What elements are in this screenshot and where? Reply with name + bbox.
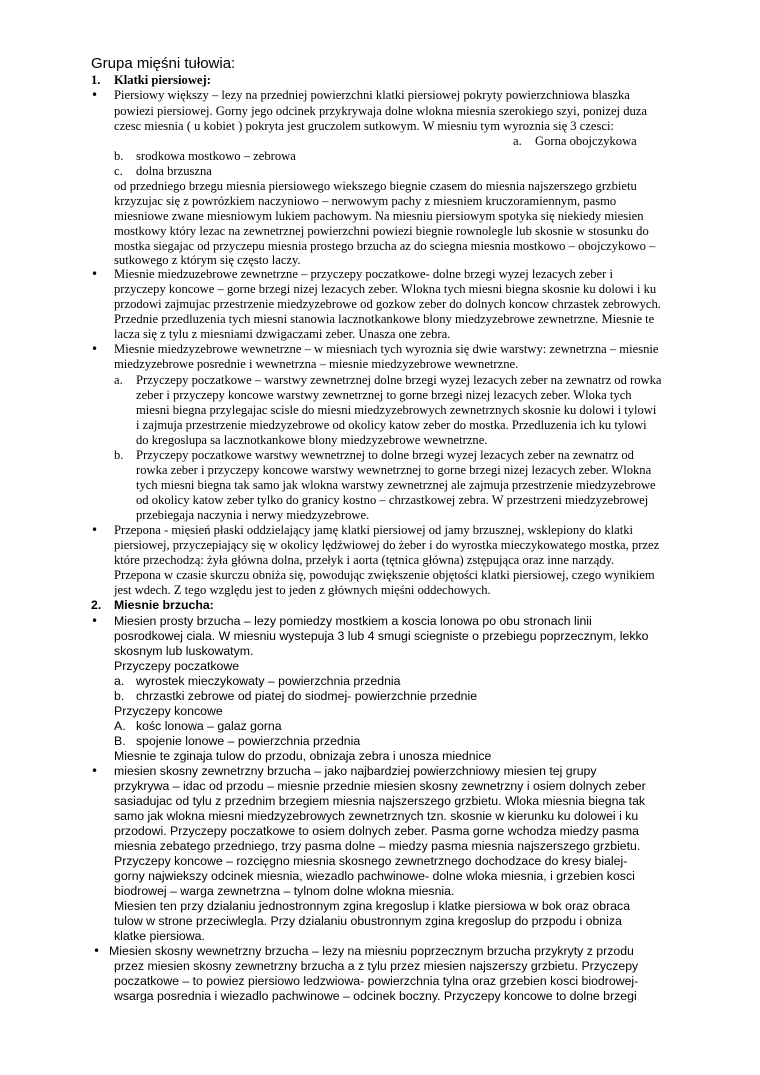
text-line: gorny najwiekszy odcinek miesnia, wiezadlo pachwinowe- dolne wloka miesnia, i grzebien kosci: [114, 869, 635, 883]
bullet-icon: •: [91, 764, 99, 778]
text-line: sasiadujac od tylu z przednim brzegiem miesnia najszerszego grzbietu. Wloka miesnia biegna tak: [114, 794, 646, 808]
text-line: przez miesien skosny zewnetrzny brzucha a z tylu przez miesien najszerszy grzbietu. Przyczepy: [114, 959, 639, 973]
text-line: tulow w strone przeciwlegla. Przy dzialaniu obustronnym zgina kregoslup do przpodu i obniza: [114, 914, 622, 928]
text-line: poczatkowe – to powiez piersiowo ledzwiowa- powierzchnia tylna oraz grzebien kosci biodrowej-: [114, 974, 639, 988]
text-line: srodkowa mostkowo – zebrowa: [136, 149, 296, 163]
text-line: tych miesni biegna tak samo jak wlokna warstwy zewnetrznej ale zajmuja przestrzenie miedzyzebrowe: [136, 478, 656, 492]
text-line: Piersiowy większy – lezy na przedniej powierzchni klatki piersiowej pokryty powierzchniowa blaszka: [114, 88, 630, 102]
bullet-icon: •: [93, 944, 101, 958]
text-line: Przyczepy poczatkowe warstwy wewnetrznej to dolne brzegi wyzej lezacych zeber na zewnatrz od: [136, 448, 634, 462]
list-marker: a.: [513, 134, 522, 148]
text-line: biodrowej – warga zewnetrzna – tylnom dolne wlokna miesnia.: [114, 884, 455, 898]
text-line: Przyczepy koncowe – rozcięgno miesnia skosnego zewnetrznego dochodzace do kresy bialej-: [114, 854, 628, 868]
text-line: wyrostek mieczykowaty – powierzchnia przednia: [136, 674, 401, 688]
bullet-icon: •: [91, 342, 99, 356]
text-line: spojenie lonowe – powierzchnia przednia: [136, 734, 361, 748]
text-line: Przepona - mięsień płaski oddzielający jamę klatki piersiowej od jamy brzusznej, wsklepiony do klatki: [114, 523, 634, 537]
text-line: Miesnie miedzyzebrowe wewnetrzne – w miesniach tych wyroznia się dwie warstwy: zewnetrzna – miesnie: [114, 342, 659, 356]
text-line: do kregoslupa sa lacznotkankowe blony miedzyzebrowe wewnetrzne.: [136, 433, 488, 447]
list-marker: b.: [114, 689, 125, 703]
list-marker: c.: [114, 164, 123, 178]
text-line: powiezi piersiowej. Gorny jego odcinek przykrywaja dolne wlokna miesnia szerokiego szyi, ponizej duza: [114, 104, 647, 118]
text-line: przyczepy koncowe – gorne brzegi nizej lezacych zeber. Wlokna tych miesni biegna skosnie ku dolowi i ku: [114, 282, 657, 296]
section-number: 1.: [91, 73, 101, 87]
text-line: samo jak wlokna miesni miedzyzebrowych zewnetrznych tzn. skosnie w kierunku ku dolowei i ku: [114, 809, 639, 823]
text-line: miesnia zebatego przedniego, trzy pasma dolne – miedzy pasma miesnia najszerszego grzbietu.: [114, 839, 641, 853]
text-line: sutkowego z którym się często laczy.: [114, 253, 301, 267]
text-line: miedzyzebrowe posrednie i wewnetrzna – miesnie miedzyzebrowe wewnetrzne.: [114, 357, 519, 371]
text-line: przodowi zajmujac przestrzenie miedzyzebrowe od gozkow zeber do dolnych koncow chrzastek zebrowych.: [114, 297, 661, 311]
bullet-icon: •: [91, 614, 99, 628]
list-marker: b.: [114, 448, 124, 462]
text-line: lacza się z tylu z miesniami dzwigaczami zeber. Unasza one zebra.: [114, 327, 451, 341]
text-line: Miesien prosty brzucha – lezy pomiedzy mostkiem a koscia lonowa po obu stronach linii: [114, 614, 592, 628]
text-line: zeber i przyczepy koncowe warstwy zewnetrznej to gorne brzegi nizej lezacych zeber. Wloka tych: [136, 388, 632, 402]
text-line: miesien skosny zewnetrzny brzucha – jako najbardziej powierzchniowy miesien tej grupy: [114, 764, 597, 778]
text-line: Przednie przedluzenia tych miesni stanowia lacznotkankowe blony miedzyzebrowe zewnetrzne. Miesnie te: [114, 312, 655, 326]
text-line: klatke piersiowa.: [114, 929, 205, 943]
text-line: miesniowe zwane miesniowym lukiem pachowym. Na miesniu piersiowym spotyka się niekiedy miesien: [114, 209, 644, 223]
section-number: 2.: [91, 598, 102, 612]
text-line: Miesien skosny wewnetrzny brzucha – lezy na miesniu poprzecznym brzucha przykryty z przodu: [109, 944, 634, 958]
list-marker: a.: [114, 373, 123, 387]
text-line: dolna brzuszna: [136, 164, 212, 178]
section-heading: Miesnie brzucha:: [114, 598, 214, 612]
list-marker: a.: [114, 674, 125, 688]
text-line: piersiowej, przyczepiający się w okolicy lędźwiowej do żeber i do wyrostka mieczykowatego mostka, przez: [114, 538, 660, 552]
text-line: posrodkowej ciala. W miesniu wystepuja 3 lub 4 smugi sciegniste o przebiegu poprzecznym, lekko: [114, 629, 649, 643]
text-line: przodowi. Przyczepy poczatkowe to osiem dolnych zeber. Pasma gorne wchodza miedzy pasma: [114, 824, 639, 838]
list-marker: b.: [114, 149, 124, 163]
text-line: mostkowy który lezac na zewnetrznej powierzchni powiezi biegnie rownolegle lub skosnie w stosunku do: [114, 224, 649, 238]
text-line: przykrywa – idac od przodu – miesnie przednie miesien skosny zewnetrzny i osiem dolnych zeber: [114, 779, 646, 793]
text-line: chrzastki zebrowe od piatej do siodmej- powierzchnie przednie: [136, 689, 478, 703]
text-line: które przechodzą: żyła główna dolna, przełyk i aorta (tętnica główna) zstępująca oraz inne narządy.: [114, 553, 615, 567]
text-line: od przedniego brzegu miesnia piersiowego wiekszego biegnie czasem do miesnia najszerszego grzbietu: [114, 179, 637, 193]
text-line: Przyczepy poczatkowe: [114, 659, 240, 673]
text-line: mostka siegajac od przyczepu miesnia prostego brzucha az do sciegna miesnia mostkowo – obojczykowo –: [114, 239, 656, 253]
text-line: miesni biegna przylegajac scisle do miesni miedzyzebrowych zewnetrznych skosnie ku dolowi i tylowi: [136, 403, 657, 417]
text-line: Przyczepy poczatkowe – warstwy zewnetrznej dolne brzegi wyzej lezacych zeber na zewnatrz od rowka: [136, 373, 662, 387]
text-line: Miesien ten przy dzialaniu jednostronnym zgina kregoslup i klatke piersiowa w bok oraz obraca: [114, 899, 631, 913]
text-line: Miesnie miedzuzebrowe zewnetrzne – przyczepy poczatkowe- dolne brzegi wyzej lezacych zeber i: [114, 267, 613, 281]
text-line: Przepona w czasie skurczu obniża się, powodując zwiększenie objętości klatki piersiowej, czego wynikiem: [114, 568, 655, 582]
text-line: i zajmuja przestrzenie miedzyzebrowe od okolicy katow zeber do mostka. Przedluzenia ich ku tylowi: [136, 418, 647, 432]
bullet-icon: •: [91, 267, 99, 281]
text-line: czesc miesnia ( u kobiet ) pokryta jest gruczolem sutkowym. W miesniu tym wyroznia się 3 czesci:: [114, 119, 615, 133]
document-title: Grupa mięśni tułowia:: [91, 55, 236, 72]
text-line: Gorna obojczykowa: [535, 134, 637, 148]
text-line: wsarga posrednia i wiezadlo pachwinowe – odcinek boczny. Przyczepy koncowe to dolne brzegi: [114, 989, 637, 1003]
text-line: Miesnie te zginaja tulow do przodu, obnizaja zebra i unosza miednice: [114, 749, 492, 763]
section-heading: Klatki piersiowej:: [114, 73, 211, 87]
text-line: skosnym lub luskowatym.: [114, 644, 254, 658]
text-line: Przyczepy koncowe: [114, 704, 223, 718]
bullet-icon: •: [91, 523, 99, 537]
list-marker: A.: [114, 719, 126, 733]
text-line: od okolicy katow zeber tylko do granicy kostno – chrzastkowej zebra. W przestrzeni miedzyzebrowej: [136, 493, 649, 507]
text-line: jest wdech. Z tego względu jest to jeden z głównych mięśni oddechowych.: [114, 583, 491, 597]
text-line: krzyzujac się z powrózkiem naczyniowo – nerwowym pachy z miesniem kruczoramiennym, pasmo: [114, 194, 617, 208]
list-marker: B.: [114, 734, 126, 748]
text-line: rowka zeber i przyczepy koncowe warstwy wewnetrznej to gorne brzegi nizej lezacych zeber. Wlokna: [136, 463, 652, 477]
text-line: kośc lonowa – galaz gorna: [136, 719, 282, 733]
bullet-icon: •: [91, 88, 99, 102]
text-line: przebiegaja naczynia i nerwy miedzyzebrowe.: [136, 508, 370, 522]
